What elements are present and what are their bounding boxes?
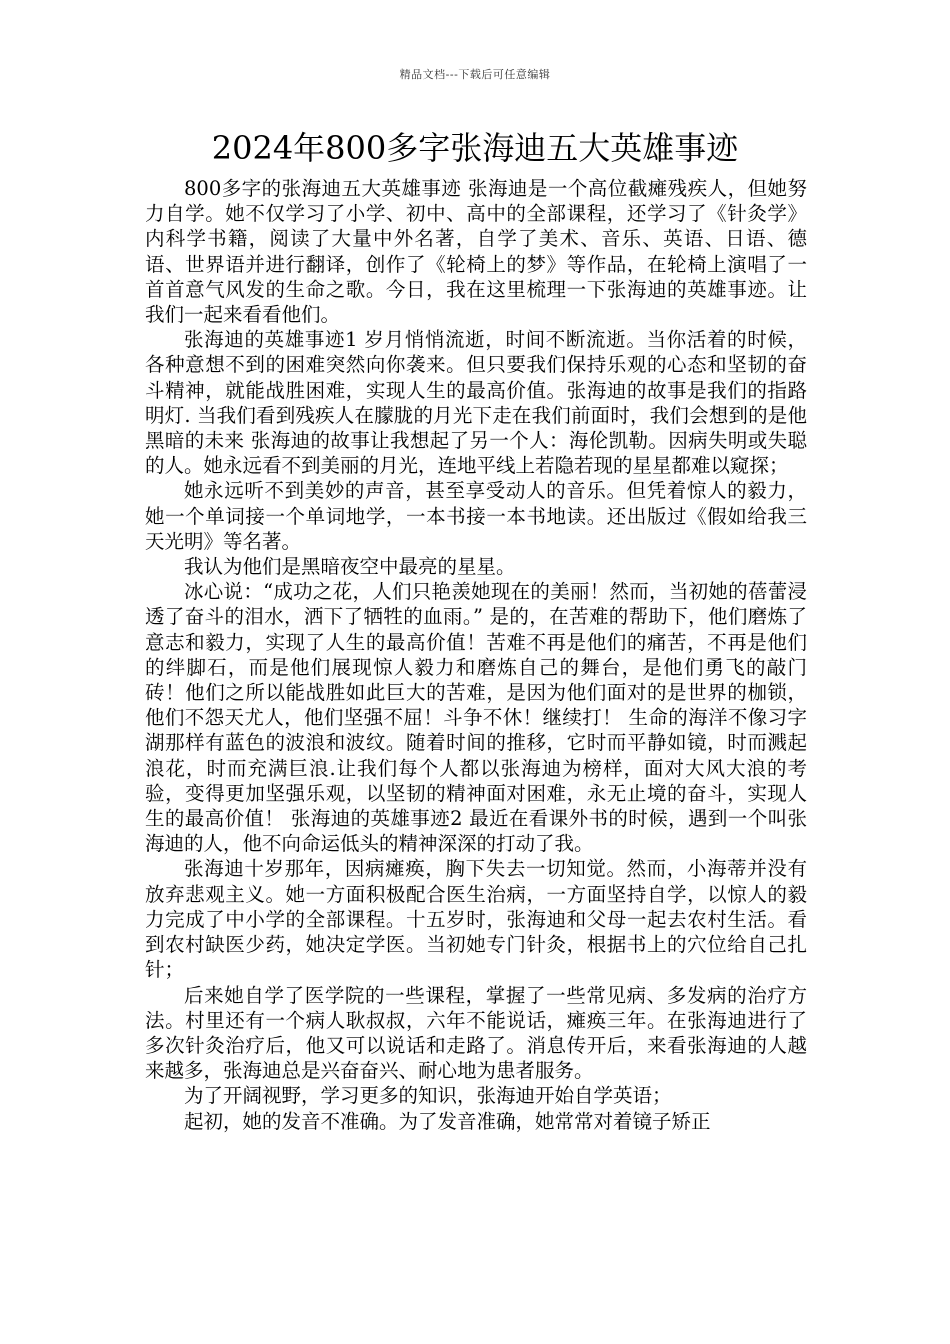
header-note: 精品文档---下载后可任意编辑 [399,68,551,81]
paragraph: 800多字的张海迪五大英雄事迹 张海迪是一个高位截瘫残疾人，但她努力自学。她不仅学习了小学、初中、高中的全部课程，还学习了《针灸学》内科学书籍，阅读了大量中外名著，自学了美术、音乐、英语、日语、德语、世界语并进行翻译，创作了《轮椅上的梦》等作品，在轮椅上演唱了一首首意气风发的生命之歌。今日，我在这里梳理一下张海迪的英雄事迹。让我们一起来看看他们。 [145,177,807,327]
paragraph: 冰心说：“成功之花，人们只艳羡她现在的美丽！然而，当初她的蓓蕾浸透了奋斗的泪水，洒下了牺牲的血雨。” 是的，在苦难的帮助下，他们磨炼了意志和毅力，实现了人生的最高价值！苦难不再是他们的痛苦，不再是他们的绊脚石，而是他们展现惊人毅力和磨炼自己的舞台，是他们勇飞的敲门砖！他们之所以能战胜如此巨大的苦难，是因为他们面对的是世界的枷锁，他们不怨天尤人，他们坚强不屈！斗争不休！继续打！ 生命的海洋不像习字湖那样有蓝色的波浪和波纹。随着时间的推移，它时而平静如镜，时而溅起浪花，时而充满巨浪.让我们每个人都以张海迪为榜样，面对大风大浪的考验，变得更加坚强乐观，以坚韧的精神面对困难，永无止境的奋斗，实现人生的最高价值！ 张海迪的英雄事迹2 最近在看课外书的时候，遇到一个叫张海迪的人，他不向命运低头的精神深深的打动了我。 [145,580,807,856]
paragraph: 张海迪十岁那年，因病瘫痪，胸下失去一切知觉。然而，小海蒂并没有放弃悲观主义。她一方面积极配合医生治病，一方面坚持自学，以惊人的毅力完成了中小学的全部课程。十五岁时，张海迪和父母一起去农村生活。看到农村缺医少药，她决定学医。当初她专门针灸，根据书上的穴位给自己扎针； [145,857,807,982]
paragraph: 起初，她的发音不准确。为了发音准确，她常常对着镜子矫正 [184,1109,711,1133]
document-title: 2024年800多字张海迪五大英雄事迹 [211,129,739,167]
paragraph: 后来她自学了医学院的一些课程，掌握了一些常见病、多发病的治疗方法。村里还有一个病人耿叔叔，六年不能说话，瘫痪三年。在张海迪进行了多次针灸治疗后，他又可以说话和走路了。消息传开后，来看张海迪的人越来越多，张海迪总是兴奋奋兴、耐心地为患者服务。 [145,983,807,1083]
paragraph: 张海迪的英雄事迹1 岁月悄悄流逝，时间不断流逝。当你活着的时候，各种意想不到的困难突然向你袭来。但只要我们保持乐观的心态和坚韧的奋斗精神，就能战胜困难，实现人生的最高价值。张海迪的故事是我们的指路明灯. 当我们看到残疾人在朦胧的月光下走在我们前面时，我们会想到的是他黑暗的未来 张海迪的故事让我想起了另一个人：海伦凯勒。因病失明或失聪的人。她永远看不到美丽的月光，连地平线上若隐若现的星星都难以窥探； [145,328,807,478]
document-body [145,176,807,1134]
paragraph: 我认为他们是黑暗夜空中最亮的星星。 [184,555,516,579]
paragraph: 她永远听不到美妙的声音，甚至享受动人的音乐。但凭着惊人的毅力，她一个单词接一个单词地学，一本书接一本书地读。还出版过《假如给我三天光明》等名著。 [145,479,807,553]
paragraph: 为了开阔视野，学习更多的知识，张海迪开始自学英语； [184,1084,672,1108]
